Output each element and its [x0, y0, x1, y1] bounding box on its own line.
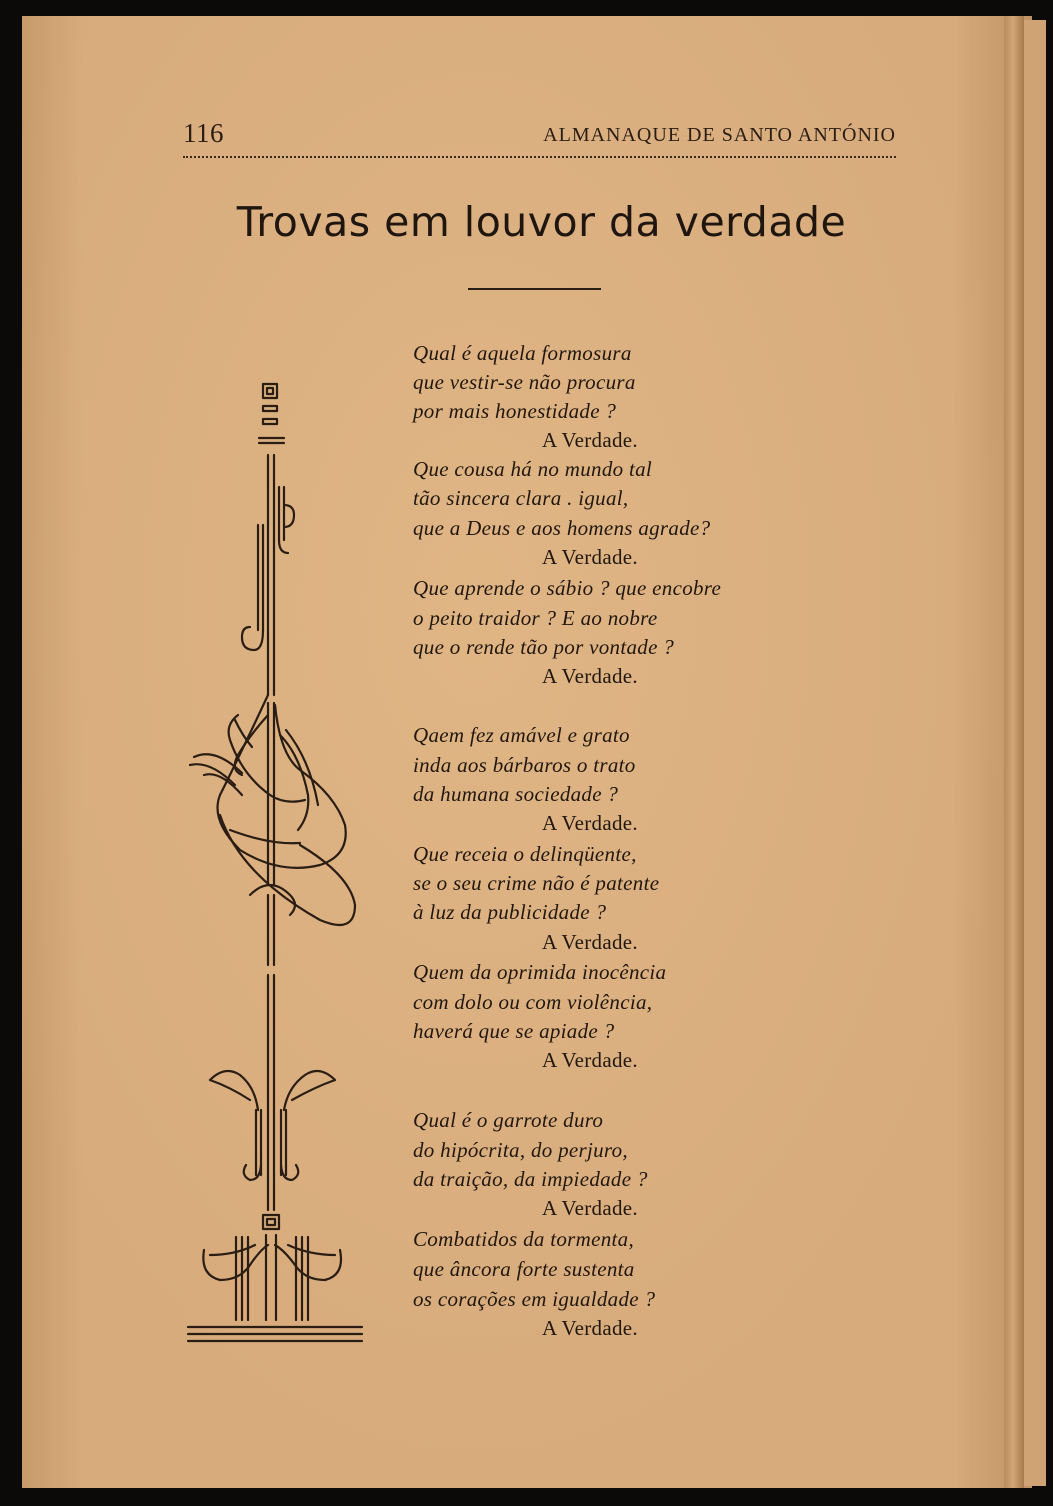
poem-line: por mais honestidade ?: [413, 399, 617, 423]
title-underline-rule: [468, 288, 601, 290]
article-title: Trovas em louvor da verdade: [236, 198, 847, 246]
art-nouveau-lily-column-ornament-icon: [180, 375, 370, 1355]
poem-line: com dolo ou com violência,: [413, 990, 653, 1014]
poem-refrain: A Verdade.: [542, 811, 638, 835]
poem-line: Que cousa há no mundo tal: [413, 457, 653, 481]
poem-refrain: A Verdade.: [542, 930, 638, 954]
poem-line: inda aos bárbaros o trato: [413, 753, 636, 777]
poem-refrain: A Verdade.: [542, 664, 638, 688]
poem-line: que o rende tão por vontade ?: [413, 635, 675, 659]
poem-line: Qual é o garrote duro: [413, 1108, 604, 1132]
poem-line: Qual é aquela formosura: [413, 341, 632, 365]
poem-line: Qaem fez amável e grato: [413, 723, 630, 747]
poem-refrain: A Verdade.: [542, 1196, 638, 1220]
poem-line: Que receia o delinqüente,: [413, 842, 637, 866]
poem-line: da traição, da impiedade ?: [413, 1167, 648, 1191]
poem-line: Quem da oprimida inocência: [413, 960, 667, 984]
poem-line: os corações em igualdade ?: [413, 1287, 656, 1311]
poem-line: se o seu crime não é patente: [413, 871, 660, 895]
poem-refrain: A Verdade.: [542, 428, 638, 452]
poem-line: da humana sociedade ?: [413, 782, 619, 806]
poem-refrain: A Verdade.: [542, 1048, 638, 1072]
poem-line: à luz da publicidade ?: [413, 900, 607, 924]
poem-line: Que aprende o sábio ? que encobre: [413, 576, 722, 600]
poem-refrain: A Verdade.: [542, 1316, 638, 1340]
poem-line: o peito traidor ? E ao nobre: [413, 606, 658, 630]
poem-line: tão sincera clara . igual,: [413, 486, 629, 510]
poem-line: haverá que se apiade ?: [413, 1019, 615, 1043]
page-number: 116: [183, 118, 224, 148]
poem-line: que a Deus e aos homens agrade?: [413, 516, 711, 540]
poem-line: que vestir-se não procura: [413, 370, 636, 394]
running-head: ALMANAQUE DE SANTO ANTÓNIO: [543, 124, 896, 146]
poem-line: do hipócrita, do perjuro,: [413, 1138, 628, 1162]
poem-line: Combatidos da tormenta,: [413, 1227, 634, 1251]
poem-line: que âncora forte sustenta: [413, 1257, 635, 1281]
poem-refrain: A Verdade.: [542, 545, 638, 569]
header-dotted-rule: [183, 156, 896, 158]
